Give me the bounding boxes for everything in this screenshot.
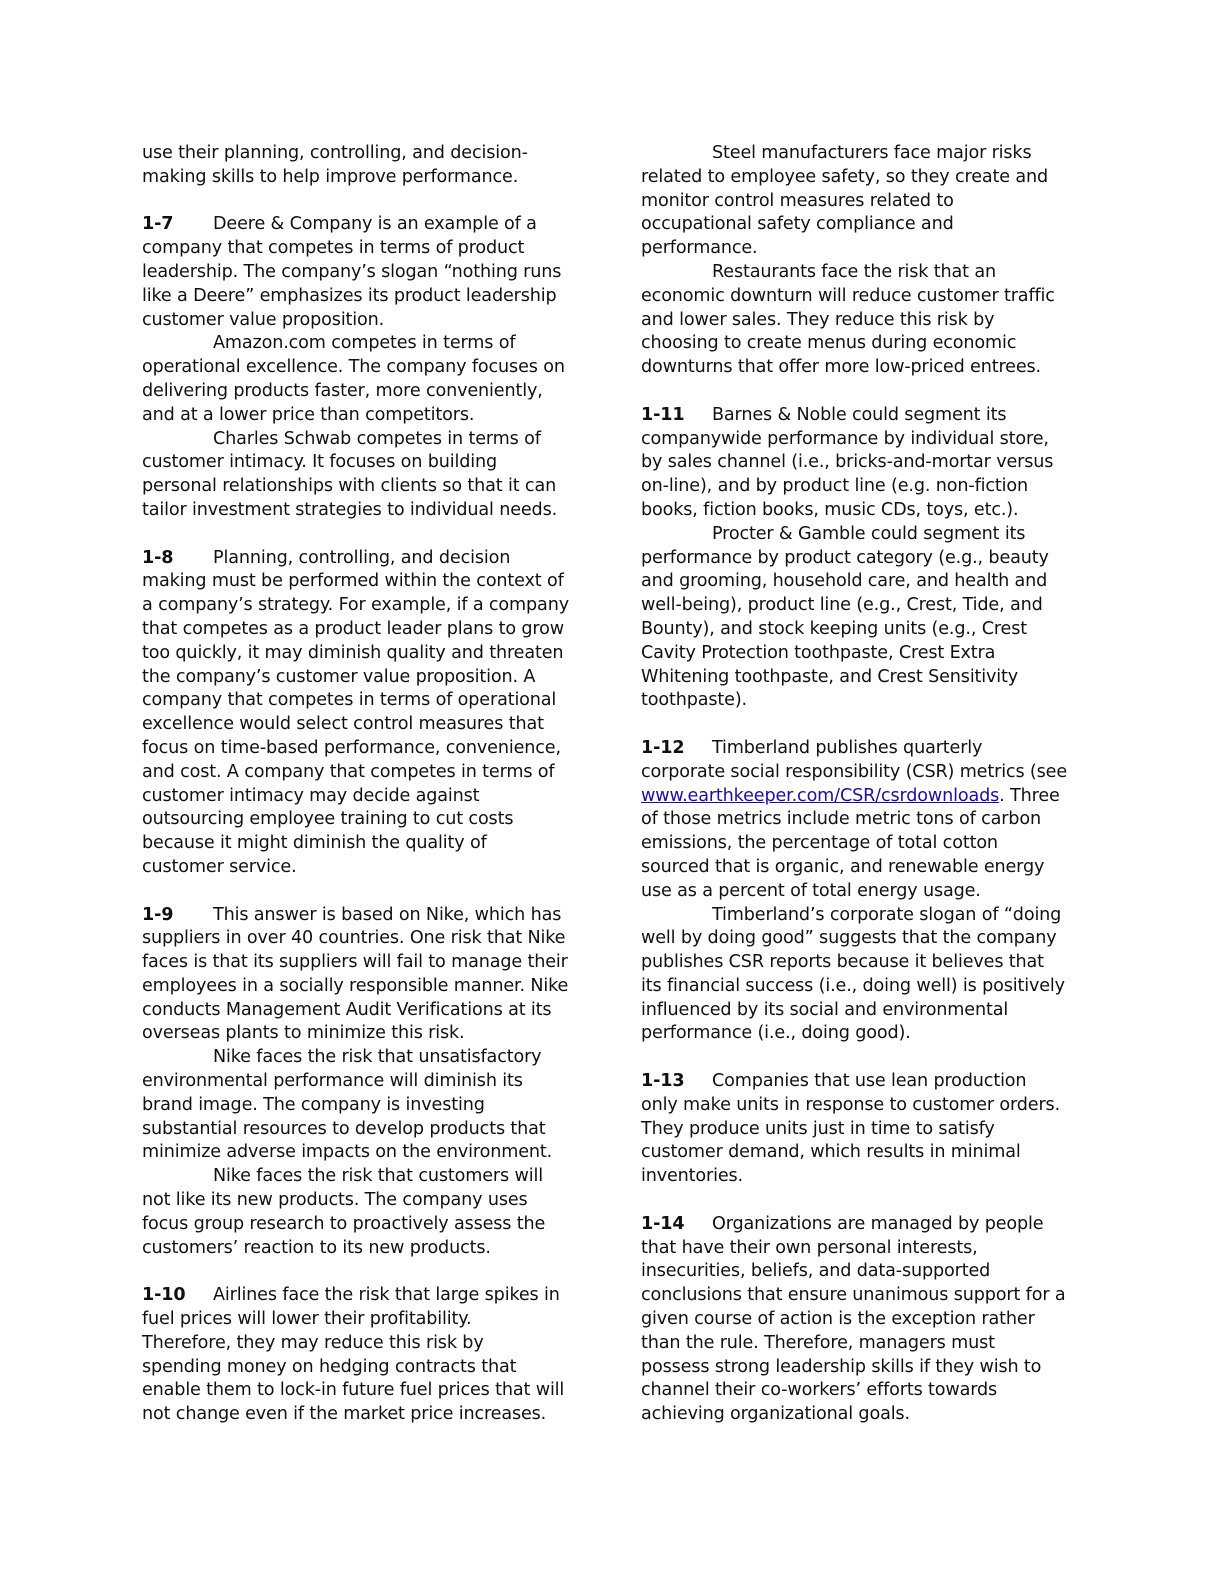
answer-1-13-paragraph xyxy=(641,1070,1081,1189)
answer-number-1-10: 1-10 xyxy=(142,1285,186,1306)
answer-number-1-14: 1-14 xyxy=(641,1213,685,1234)
answer-1-7-paragraph xyxy=(142,213,582,332)
answer-1-8-paragraph xyxy=(142,547,582,880)
answer-1-13-text: Companies that use lean production only make units in response to customer orders. They produce units just in time to satisfy customer demand, which results in minimal inventories. xyxy=(641,1071,1061,1187)
answer-1-8-text: Planning, controlling, and decision making must be performed within the context of a company’s strategy. For example, if a company that competes as a product leader plans to grow too quickly, it may diminish quality and threaten the company’s customer value proposition. A company that competes in terms of operational excellence would select control measures that focus on time-based performance, convenience, and cost. A company that competes in terms of customer intimacy may decide against outsourcing employee training to cut costs because it might diminish the quality of customer service. xyxy=(142,547,569,877)
answer-1-9-paragraph xyxy=(142,904,582,1047)
answer-number-1-12: 1-12 xyxy=(641,737,685,758)
answer-1-10-restaurants-paragraph: Restaurants face the risk that an economic downturn will reduce customer traffic and lower sales. They reduce this risk by choosing to create menus during economic downturns that offer more low-priced entrees. xyxy=(641,261,1055,378)
answer-number-1-13: 1-13 xyxy=(641,1071,685,1092)
answer-1-7-schwab-paragraph: Charles Schwab competes in terms of customer intimacy. It focuses on building personal relationships with clients so that it can tailor investment strategies to individual needs. xyxy=(142,428,558,520)
paragraph-gap xyxy=(142,523,582,547)
answer-1-12-slogan-paragraph: Timberland’s corporate slogan of “doing well by doing good” suggests that the company publishes CSR reports because it believes that its financial success (i.e., doing well) is positively influenced by its social and environmental performance (i.e., doing good). xyxy=(641,904,1065,1044)
answer-1-12-text-start: Timberland publishes quarterly corporate social responsibility (CSR) metrics (see xyxy=(641,737,1067,782)
answer-number-1-11: 1-11 xyxy=(641,404,685,425)
right-column xyxy=(641,142,1081,1427)
answer-1-12-paragraph xyxy=(641,737,1081,904)
answer-1-14-paragraph xyxy=(641,1213,1081,1427)
answer-1-9-environment-paragraph: Nike faces the risk that unsatisfactory environmental performance will diminish its brand image. The company is investing substantial resources to develop products that minimize adverse impacts on the environment. xyxy=(142,1047,553,1163)
answer-1-10-text: Airlines face the risk that large spikes in fuel prices will lower their profitability. Therefore, they may reduce this risk by spending money on hedging contracts that enable them to lock-in future fuel prices that will not change even if the market price increases. xyxy=(142,1285,565,1425)
answer-1-9-products-paragraph: Nike faces the risk that customers will not like its new products. The company uses focus group research to proactively assess the customers’ reaction to its new products. xyxy=(142,1166,546,1258)
answer-1-9-text: This answer is based on Nike, which has suppliers in over 40 countries. One risk that Nike faces is that its suppliers will fail to manage their employees in a socially responsible manner. Nike conducts Management Audit Verifications at its overseas plants to minimize this risk. xyxy=(142,904,569,1044)
answer-1-10-paragraph xyxy=(142,1284,582,1427)
intro-paragraph: use their planning, controlling, and decision- making skills to help improve performance. xyxy=(142,143,528,187)
paragraph-gap xyxy=(641,713,1081,737)
answer-1-7-amazon-paragraph: Amazon.com competes in terms of operational excellence. The company focuses on delivering products faster, more conveniently, and at a lower price than competitors. xyxy=(142,333,565,425)
answer-1-10-steel-paragraph: Steel manufacturers face major risks related to employee safety, so they create and monitor control measures related to occupational safety compliance and performance. xyxy=(641,143,1049,259)
paragraph-gap xyxy=(641,1046,1081,1070)
answer-1-11-text: Barnes & Noble could segment its companywide performance by individual store, by sales channel (i.e., bricks-and-mortar versus on-line), and by product line (e.g. non-fiction books, fiction books, music CDs, toys, etc.). xyxy=(641,404,1054,520)
answer-number-1-9: 1-9 xyxy=(142,904,174,925)
answer-1-12-text-end: . Three of those metrics include metric tons of carbon emissions, the percentage of total cotton sourced that is organic, and renewable energy use as a percent of total energy usage. xyxy=(641,785,1060,901)
paragraph-gap xyxy=(142,190,582,214)
answer-1-7-text: Deere & Company is an example of a company that competes in terms of product leadership. The company’s slogan “nothing runs like a Deere” emphasizes its product leadership customer value proposition. xyxy=(142,214,562,330)
answer-1-14-text: Organizations are managed by people that have their own personal interests, insecurities, beliefs, and data-supported conclusions that ensure unanimous support for a given course of action is the exception rather than the rule. Therefore, managers must possess strong leadership skills if they wish to channel their co-workers’ efforts towards achieving organizational goals. xyxy=(641,1213,1066,1425)
paragraph-gap xyxy=(142,1260,582,1284)
answer-1-11-pg-paragraph: Procter & Gamble could segment its performance by product category (e.g., beauty and grooming, household care, and health and well-being), product line (e.g., Crest, Tide, and Bounty), and stock keeping units (e.g., Crest Cavity Protection toothpaste, Crest Extra Whitening toothpaste, and Crest Sensitivity toothpaste). xyxy=(641,523,1049,711)
paragraph-gap xyxy=(641,1189,1081,1213)
earthkeeper-link[interactable]: www.earthkeeper.com/CSR/csrdownloads xyxy=(641,785,1000,806)
answer-number-1-8: 1-8 xyxy=(142,547,174,568)
left-column xyxy=(142,142,582,1427)
paragraph-gap xyxy=(641,380,1081,404)
answer-1-11-paragraph xyxy=(641,404,1081,523)
answer-number-1-7: 1-7 xyxy=(142,214,174,235)
paragraph-gap xyxy=(142,880,582,904)
